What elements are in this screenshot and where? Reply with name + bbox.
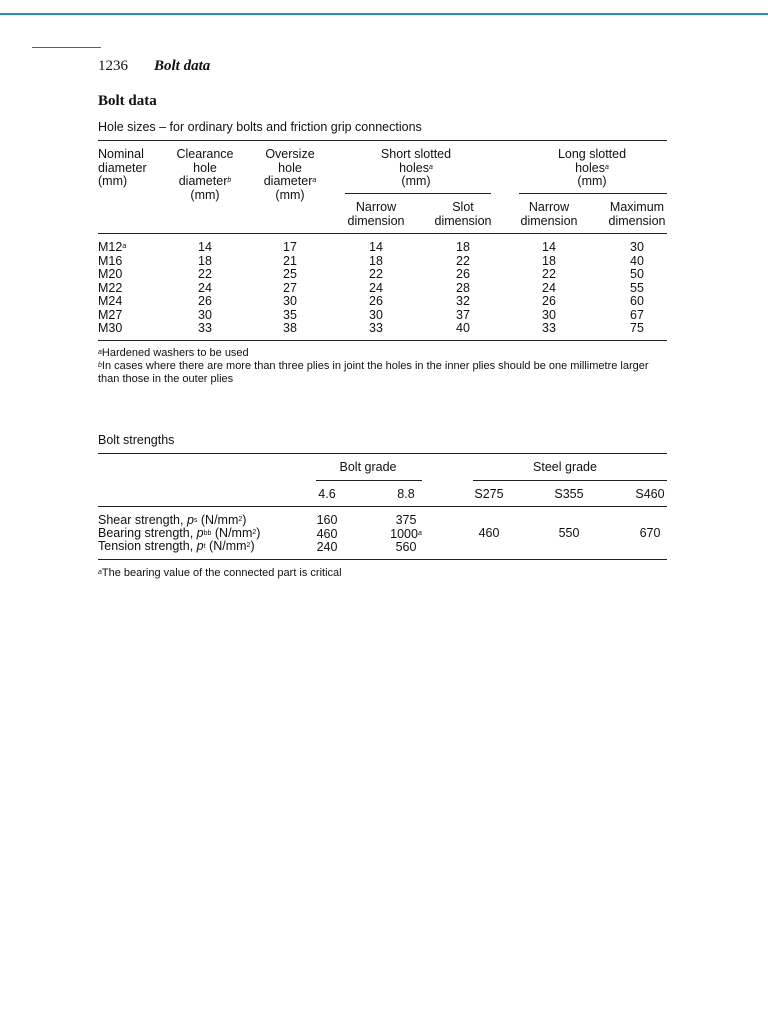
- value-s275: 460: [478, 526, 500, 540]
- table-cell: 14: [198, 240, 212, 254]
- table-cell: 40: [456, 321, 470, 335]
- table-cell: M27: [98, 307, 123, 322]
- strength-table-caption: Bolt strengths: [98, 433, 175, 447]
- subheader-short-narrow: Narrow dimension: [347, 200, 405, 228]
- table-cell: 26: [369, 294, 383, 308]
- column-short-slot-values: [443, 241, 483, 336]
- table-cell: 24: [198, 280, 212, 295]
- table-cell: 22: [369, 267, 383, 281]
- table-cell: M24: [98, 294, 123, 308]
- table-cell: 30: [283, 294, 297, 308]
- header-long-slotted-holes: Long slotted holes$^a$ (mm): [557, 147, 627, 188]
- column-clearance-values: [185, 241, 225, 336]
- short-slotted-rule: [345, 193, 491, 194]
- header-clearance-hole-diameter: Clearance hole diameter$^b$ (mm): [176, 147, 234, 202]
- header-nominal-diameter: Nominal diameter (mm): [98, 147, 147, 188]
- table-cell: 375: [395, 513, 417, 527]
- column-short-narrow-values: [356, 241, 396, 336]
- section-title: Bolt data: [98, 93, 157, 109]
- table-cell: 14: [542, 240, 556, 254]
- table-cell: 30: [630, 240, 644, 254]
- table-cell: 22: [456, 253, 470, 268]
- table-cell: 30: [369, 307, 383, 322]
- grade-s460: S460: [635, 487, 665, 501]
- column-4-6-values: [307, 514, 347, 555]
- grade-s355: S355: [554, 487, 584, 501]
- steel-grade-rule: [473, 480, 667, 481]
- table-cell: 18: [198, 253, 212, 268]
- hole-table-top-rule: [98, 140, 667, 141]
- table-cell: 240: [316, 540, 338, 554]
- table-cell: 25: [283, 267, 297, 281]
- header-bolt-grade: Bolt grade: [339, 460, 397, 474]
- value-s460: 670: [639, 526, 661, 540]
- strength-table-header-rule: [98, 506, 667, 507]
- footnote-b: $^b$In cases where there are more than three plies in joint the holes in the inner plies should be one millimetre larger than those in the outer plies: [98, 360, 649, 385]
- column-nominal-values: [98, 241, 126, 336]
- table-cell: 26: [198, 294, 212, 308]
- table-cell: M16: [98, 253, 123, 268]
- bolt-grade-rule: [316, 480, 422, 481]
- table-cell: 26: [456, 267, 470, 281]
- grade-4-6: 4.6: [318, 487, 336, 501]
- grade-8-8: 8.8: [397, 487, 415, 501]
- table-cell: 21: [283, 253, 297, 268]
- strength-table-bottom-rule: [98, 559, 667, 560]
- hole-table-header-rule: [98, 233, 667, 234]
- table-cell: 75: [630, 321, 644, 335]
- table-cell: M22: [98, 280, 123, 295]
- header-oversize-hole-diameter: Oversize hole diameter$^a$ (mm): [263, 147, 317, 202]
- subheader-long-narrow: Narrow dimension: [520, 200, 578, 228]
- table-cell: 37: [456, 307, 470, 322]
- header-steel-grade: Steel grade: [533, 460, 597, 474]
- table-cell: M12$^a$: [98, 240, 127, 254]
- table-cell: 18: [542, 253, 556, 268]
- table-cell: 33: [369, 321, 383, 335]
- table-cell: M20: [98, 267, 123, 281]
- table-cell: 22: [542, 267, 556, 281]
- header-short-slotted-holes: Short slotted holes$^a$ (mm): [380, 147, 452, 188]
- table-cell: 27: [283, 280, 297, 295]
- column-long-narrow-values: [529, 241, 569, 336]
- value-s355: 550: [558, 526, 580, 540]
- table-cell: 28: [456, 280, 470, 295]
- row-label-tension: Tension strength, pt $(N/mm^2)$: [98, 539, 255, 553]
- table-cell: 18: [456, 240, 470, 254]
- footnote-a: $^a$Hardened washers to be used: [98, 347, 249, 359]
- column-long-maximum-values: [617, 241, 657, 336]
- table-cell: 33: [542, 321, 556, 335]
- table-cell: M30: [98, 321, 123, 335]
- page-number: 1236: [98, 58, 128, 74]
- table-cell: 33: [198, 321, 212, 335]
- table-cell: 50: [630, 267, 644, 281]
- running-title: Bolt data: [154, 58, 211, 74]
- table-cell: 24: [542, 280, 556, 295]
- table-cell: 18: [369, 253, 383, 268]
- column-8-8-values: [384, 514, 428, 555]
- strength-table-top-rule: [98, 453, 667, 454]
- subheader-long-maximum: Maximum dimension: [608, 200, 666, 228]
- top-rule: [0, 13, 768, 15]
- subheader-short-slot: Slot dimension: [434, 200, 492, 228]
- table-cell: 38: [283, 321, 297, 335]
- grade-s275: S275: [474, 487, 504, 501]
- corner-link-underline[interactable]: [32, 47, 101, 48]
- table-cell: 14: [369, 240, 383, 254]
- table-cell: 30: [198, 307, 212, 322]
- table-cell: 22: [198, 267, 212, 281]
- table-cell: 32: [456, 294, 470, 308]
- column-oversize-values: [270, 241, 310, 336]
- table-cell: 30: [542, 307, 556, 322]
- strength-footnote-a: $^a$The bearing value of the connected part is critical: [98, 567, 342, 579]
- hole-table-caption: Hole sizes – for ordinary bolts and friction grip connections: [98, 120, 422, 134]
- hole-table-bottom-rule: [98, 340, 667, 341]
- row-label-bearing: Bearing strength, pbb $(N/mm^2)$: [98, 526, 261, 540]
- running-head: [98, 58, 210, 75]
- table-cell: 560: [395, 540, 417, 554]
- table-cell: 55: [630, 280, 644, 295]
- table-cell: 60: [630, 294, 644, 308]
- table-cell: 460: [316, 526, 338, 541]
- table-cell: 17: [283, 240, 297, 254]
- table-cell: 35: [283, 307, 297, 322]
- long-slotted-rule: [519, 193, 667, 194]
- table-cell: 26: [542, 294, 556, 308]
- table-cell: 160: [316, 513, 338, 527]
- table-cell: 67: [630, 307, 644, 322]
- row-label-shear: Shear strength, ps $(N/mm^2)$: [98, 513, 247, 527]
- table-cell: 40: [630, 253, 644, 268]
- table-cell: 1000$^a$: [390, 526, 422, 541]
- table-cell: 24: [369, 280, 383, 295]
